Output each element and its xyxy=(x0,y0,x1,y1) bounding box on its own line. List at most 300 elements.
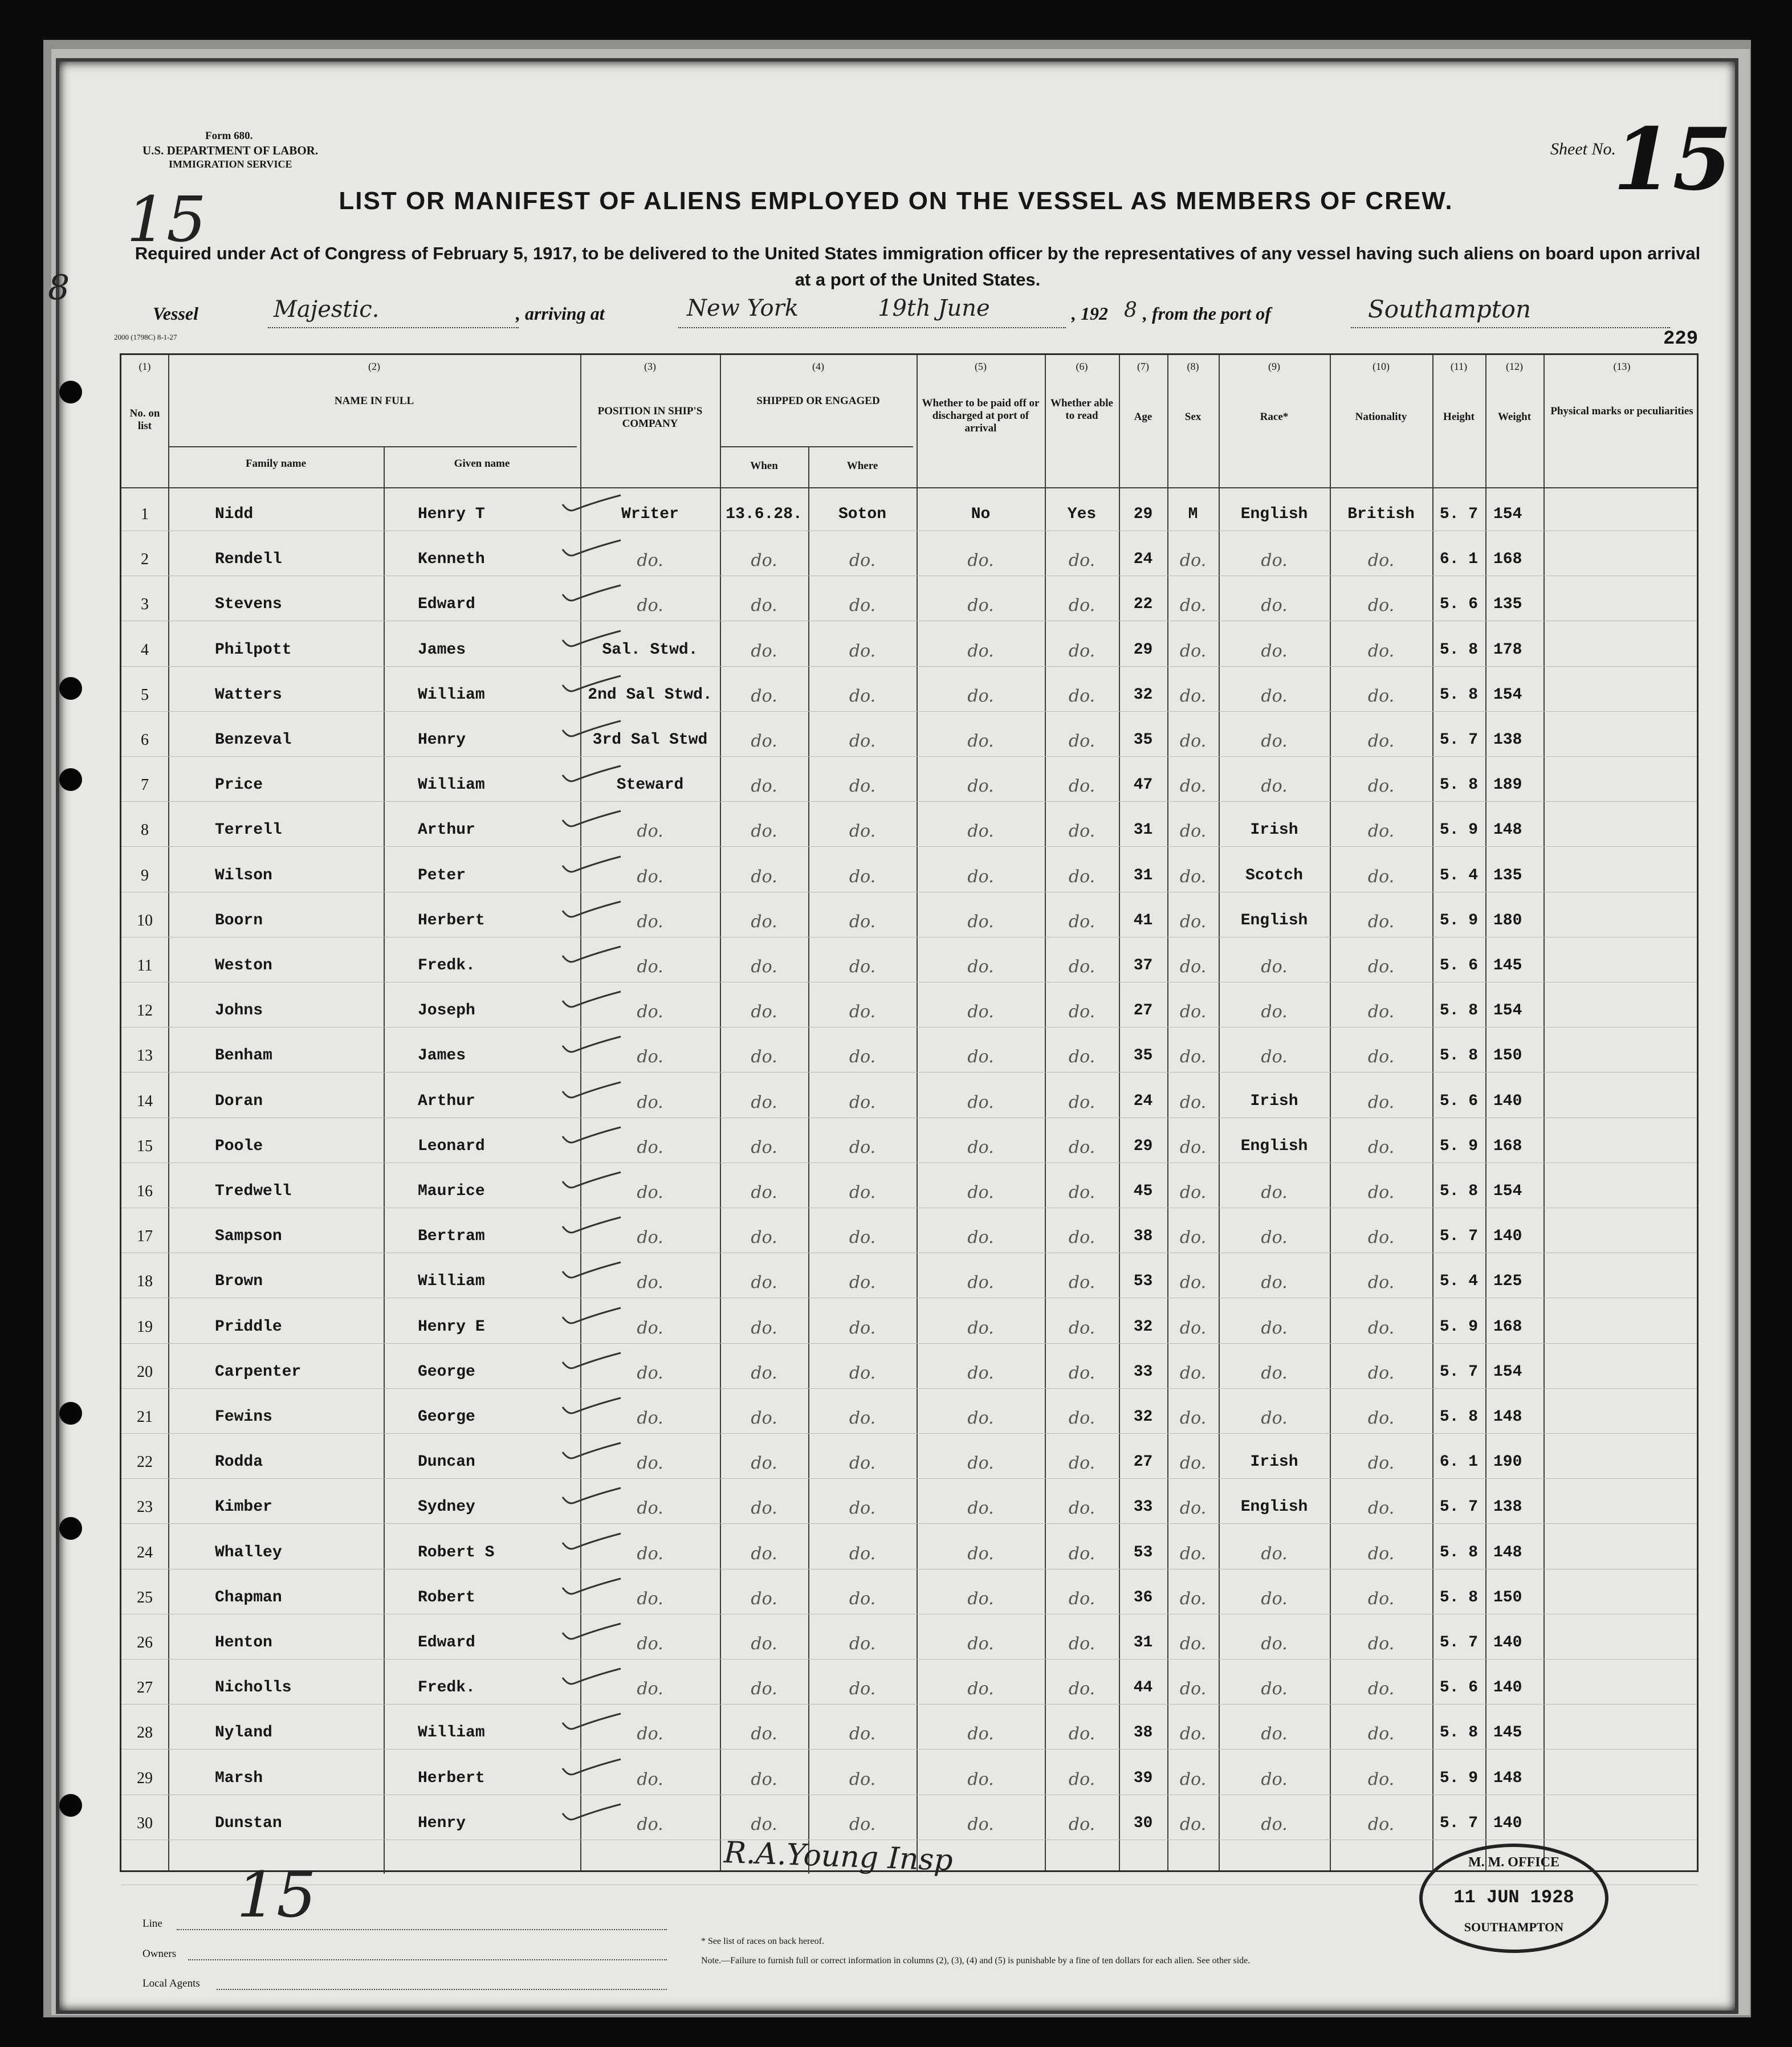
cell-height: 5. 8 xyxy=(1439,1047,1479,1065)
arrival-date: 19th June xyxy=(878,295,990,321)
cell-position: do. xyxy=(637,596,663,615)
cell-position: do. xyxy=(637,1408,663,1428)
cell-family: Stevens xyxy=(215,596,282,613)
cell-where: do. xyxy=(849,1273,876,1292)
cell-family: Johns xyxy=(215,1002,263,1020)
cell-where: do. xyxy=(849,1363,876,1383)
cell-no: 30 xyxy=(137,1814,153,1832)
cell-given: George xyxy=(418,1408,475,1426)
header-name-in-full: NAME IN FULL xyxy=(334,395,414,407)
cell-nationality: do. xyxy=(1367,1363,1395,1383)
cell-race: do. xyxy=(1261,1047,1288,1067)
cell-sex: do. xyxy=(1179,1273,1207,1292)
cell-height: 5. 9 xyxy=(1439,1769,1479,1787)
cell-given: Bertram xyxy=(418,1228,485,1245)
cell-weight: 125 xyxy=(1493,1273,1522,1290)
cell-where: do. xyxy=(849,551,876,570)
cell-family: Wilson xyxy=(215,867,272,884)
cell-race: Irish xyxy=(1250,1453,1298,1471)
cell-family: Terrell xyxy=(215,821,282,839)
cell-race: do. xyxy=(1261,551,1288,570)
cell-height: 5. 4 xyxy=(1439,867,1479,884)
cell-position: do. xyxy=(637,1363,663,1383)
cell-when: do. xyxy=(751,1273,777,1292)
cell-age: 22 xyxy=(1133,596,1153,613)
cell-nationality: do. xyxy=(1367,1228,1395,1247)
cell-race: do. xyxy=(1261,596,1288,615)
cell-sex: do. xyxy=(1179,1137,1207,1157)
cell-where: do. xyxy=(849,686,876,706)
check-mark-icon xyxy=(560,1531,623,1552)
cell-weight: 140 xyxy=(1493,1814,1522,1832)
cell-height: 5. 7 xyxy=(1439,1634,1479,1652)
cell-race: do. xyxy=(1261,1002,1288,1022)
cell-family: Nidd xyxy=(215,505,254,523)
cell-given: Joseph xyxy=(418,1002,475,1020)
cell-when: do. xyxy=(751,1047,777,1067)
cell-position: do. xyxy=(637,957,663,977)
header-able-to-read: Whether able to read xyxy=(1050,397,1113,422)
cell-weight: 140 xyxy=(1493,1679,1522,1697)
cell-position: do. xyxy=(637,1589,663,1609)
cell-no: 1 xyxy=(141,505,149,523)
cell-position: do. xyxy=(637,1137,663,1157)
cell-where: do. xyxy=(849,1814,876,1834)
cell-when: do. xyxy=(751,1814,777,1834)
cell-position: do. xyxy=(637,1047,663,1067)
cell-family: Sampson xyxy=(215,1228,282,1245)
cell-read: do. xyxy=(1068,912,1095,932)
cell-when: do. xyxy=(751,641,777,661)
cell-when: do. xyxy=(751,1724,777,1744)
print-code: 2000 (1798C) 8-1-27 xyxy=(114,333,177,341)
cell-given: Edward xyxy=(418,596,475,613)
cell-no: 6 xyxy=(141,731,149,749)
cell-nationality: do. xyxy=(1367,1092,1395,1112)
cell-when: do. xyxy=(751,1453,777,1473)
cell-age: 32 xyxy=(1133,1408,1153,1426)
cell-nationality: British xyxy=(1347,505,1415,523)
cell-no: 22 xyxy=(137,1453,153,1471)
cell-given: Peter xyxy=(418,867,466,884)
cell-sex: do. xyxy=(1179,551,1207,570)
cell-given: Sydney xyxy=(418,1498,475,1516)
cell-height: 5. 8 xyxy=(1439,1544,1479,1561)
sheet-number: 15 xyxy=(1613,109,1732,210)
table-row xyxy=(121,1634,1700,1662)
cell-nationality: do. xyxy=(1367,1453,1395,1473)
cell-sex: do. xyxy=(1179,1408,1207,1428)
cell-weight: 135 xyxy=(1493,596,1522,613)
cell-height: 5. 6 xyxy=(1439,596,1479,613)
cell-nationality: do. xyxy=(1367,912,1395,932)
name-header-divider xyxy=(168,446,577,447)
check-mark-icon xyxy=(560,1396,623,1416)
cell-nationality: do. xyxy=(1367,1318,1395,1338)
cell-read: Yes xyxy=(1067,505,1097,523)
punch-hole xyxy=(59,1794,82,1817)
departure-port: Southampton xyxy=(1368,295,1532,323)
cell-family: Weston xyxy=(215,957,272,974)
cell-race: do. xyxy=(1261,1679,1288,1699)
table-row xyxy=(121,1002,1700,1030)
cell-sex: do. xyxy=(1179,731,1207,751)
from-port-label: , from the port of xyxy=(1143,303,1271,324)
cell-paid: do. xyxy=(967,1137,994,1157)
cell-race: do. xyxy=(1261,686,1288,706)
cell-read: do. xyxy=(1068,1363,1095,1383)
cell-no: 12 xyxy=(137,1002,153,1020)
cell-family: Nicholls xyxy=(215,1679,292,1697)
cell-paid: do. xyxy=(967,596,994,615)
punch-hole xyxy=(59,1517,82,1540)
cell-when: do. xyxy=(751,821,777,841)
table-row xyxy=(121,1544,1700,1572)
punch-hole xyxy=(59,381,82,403)
cell-sex: do. xyxy=(1179,1679,1207,1699)
cell-no: 19 xyxy=(137,1318,153,1336)
cell-race: do. xyxy=(1261,1769,1288,1789)
cell-given: James xyxy=(418,641,466,659)
cell-nationality: do. xyxy=(1367,1679,1395,1699)
cell-no: 13 xyxy=(137,1047,153,1065)
cell-given: Herbert xyxy=(418,1769,485,1787)
check-mark-icon xyxy=(560,629,623,649)
cell-given: William xyxy=(418,776,485,794)
cell-height: 5. 4 xyxy=(1439,1273,1479,1290)
cell-when: do. xyxy=(751,1318,777,1338)
cell-race: do. xyxy=(1261,1363,1288,1383)
cell-position: do. xyxy=(637,1273,663,1292)
arrival-underline xyxy=(678,327,1066,328)
sheet-label: Sheet No. xyxy=(1550,140,1616,158)
page-number: 229 xyxy=(1663,328,1699,350)
total-handwritten: 15 xyxy=(237,1858,316,1931)
stamp-bottom-text: SOUTHAMPTON xyxy=(1464,1920,1564,1934)
cell-family: Marsh xyxy=(215,1769,263,1787)
manifest-subtitle: Required under Act of Congress of February 5, 1917, to be delivered to the United States immigration officer by the representatives of any vessel having such aliens on board upon arrival at a port of the United States. xyxy=(135,243,1701,289)
cell-where: do. xyxy=(849,1002,876,1022)
cell-no: 24 xyxy=(137,1544,153,1561)
cell-weight: 190 xyxy=(1493,1453,1522,1471)
cell-family: Rodda xyxy=(215,1453,263,1471)
cell-age: 33 xyxy=(1133,1363,1153,1381)
cell-read: do. xyxy=(1068,1769,1095,1789)
cell-paid: do. xyxy=(967,912,994,932)
cell-weight: 140 xyxy=(1493,1228,1522,1245)
cell-sex: do. xyxy=(1179,1814,1207,1834)
cell-position: do. xyxy=(637,1634,663,1654)
cell-height: 5. 8 xyxy=(1439,1589,1479,1606)
cell-height: 5. 8 xyxy=(1439,686,1479,704)
margin-handwritten-mark: 8 xyxy=(48,268,70,308)
cell-height: 5. 6 xyxy=(1439,1679,1479,1697)
cell-race: do. xyxy=(1261,1544,1288,1564)
cell-where: do. xyxy=(849,821,876,841)
cell-height: 6. 1 xyxy=(1439,551,1479,568)
cell-when: do. xyxy=(751,596,777,615)
cell-where: do. xyxy=(849,1724,876,1744)
cell-paid: do. xyxy=(967,821,994,841)
cell-when: do. xyxy=(751,1182,777,1202)
arriving-label: , arriving at xyxy=(516,303,605,324)
cell-where: do. xyxy=(849,1137,876,1157)
cell-no: 4 xyxy=(141,641,149,659)
cell-given: Herbert xyxy=(418,912,485,929)
cell-position: do. xyxy=(637,1318,663,1338)
header-shipped-or-engaged: SHIPPED OR ENGAGED xyxy=(756,395,880,407)
cell-read: do. xyxy=(1068,1047,1095,1067)
cell-given: Arthur xyxy=(418,1092,475,1110)
cell-no: 26 xyxy=(137,1634,153,1652)
table-row xyxy=(121,505,1700,534)
cell-weight: 135 xyxy=(1493,867,1522,884)
cell-given: George xyxy=(418,1363,475,1381)
cell-position: do. xyxy=(637,912,663,932)
cell-read: do. xyxy=(1068,957,1095,977)
cell-position: do. xyxy=(637,1724,663,1744)
cell-when: do. xyxy=(751,1137,777,1157)
cell-read: do. xyxy=(1068,1092,1095,1112)
cell-paid: do. xyxy=(967,867,994,887)
cell-paid: do. xyxy=(967,1814,994,1834)
cell-when: do. xyxy=(751,912,777,932)
cell-nationality: do. xyxy=(1367,641,1395,661)
cell-sex: do. xyxy=(1179,1634,1207,1654)
cell-read: do. xyxy=(1068,1453,1095,1473)
cell-height: 5. 8 xyxy=(1439,1002,1479,1020)
cell-nationality: do. xyxy=(1367,1724,1395,1744)
inspector-signature: R.A.Young Insp xyxy=(723,1836,954,1878)
check-mark-icon xyxy=(560,1215,623,1235)
cell-position: do. xyxy=(637,1182,663,1202)
race-note: * See list of races on back hereof. xyxy=(701,1936,824,1946)
column-number: (12) xyxy=(1506,361,1523,372)
table-row xyxy=(121,1814,1700,1843)
cell-weight: 138 xyxy=(1493,1498,1522,1516)
cell-read: do. xyxy=(1068,1498,1095,1518)
header-no-on-list: No. on list xyxy=(129,407,160,432)
cell-nationality: do. xyxy=(1367,1408,1395,1428)
cell-sex: do. xyxy=(1179,1769,1207,1789)
column-number: (7) xyxy=(1137,361,1149,372)
cell-paid: do. xyxy=(967,1273,994,1292)
cell-where: do. xyxy=(849,596,876,615)
cell-weight: 178 xyxy=(1493,641,1522,659)
check-mark-icon xyxy=(560,854,623,875)
cell-position: do. xyxy=(637,1228,663,1247)
cell-age: 41 xyxy=(1133,912,1153,929)
cell-paid: do. xyxy=(967,551,994,570)
cell-sex: do. xyxy=(1179,1318,1207,1338)
cell-given: Robert S xyxy=(418,1544,495,1561)
port-underline xyxy=(1351,327,1670,328)
table-row xyxy=(121,1724,1700,1752)
cell-paid: do. xyxy=(967,641,994,661)
cell-race: English xyxy=(1240,505,1308,523)
service-label: IMMIGRATION SERVICE xyxy=(169,158,292,170)
cell-where: do. xyxy=(849,1182,876,1202)
check-mark-icon xyxy=(560,1621,623,1642)
cell-weight: 140 xyxy=(1493,1634,1522,1652)
cell-no: 20 xyxy=(137,1363,153,1381)
check-mark-icon xyxy=(560,583,623,604)
cell-age: 31 xyxy=(1133,867,1153,884)
cell-when: do. xyxy=(751,1228,777,1247)
table-row xyxy=(121,1769,1700,1798)
cell-given: James xyxy=(418,1047,466,1065)
cell-height: 5. 8 xyxy=(1439,776,1479,794)
cell-race: Irish xyxy=(1250,1092,1298,1110)
cell-paid: do. xyxy=(967,1634,994,1654)
cell-sex: do. xyxy=(1179,686,1207,706)
office-stamp xyxy=(1419,1844,1608,1953)
cell-age: 32 xyxy=(1133,1318,1153,1336)
cell-paid: do. xyxy=(967,1182,994,1202)
cell-no: 16 xyxy=(137,1182,153,1200)
cell-age: 38 xyxy=(1133,1228,1153,1245)
cell-height: 5. 7 xyxy=(1439,1498,1479,1516)
check-mark-icon xyxy=(560,1306,623,1326)
check-mark-icon xyxy=(560,674,623,694)
cell-position: do. xyxy=(637,1814,663,1834)
cell-height: 5. 9 xyxy=(1439,1137,1479,1155)
cell-age: 47 xyxy=(1133,776,1153,794)
cell-nationality: do. xyxy=(1367,867,1395,887)
punch-hole xyxy=(59,1402,82,1425)
cell-sex: do. xyxy=(1179,596,1207,615)
header-paid-off: Whether to be paid off or discharged at port of arrival xyxy=(922,397,1040,434)
cell-family: Henton xyxy=(215,1634,272,1652)
table-row xyxy=(121,641,1700,670)
cell-paid: do. xyxy=(967,776,994,796)
cell-weight: 145 xyxy=(1493,957,1522,974)
check-mark-icon xyxy=(560,1125,623,1145)
cell-weight: 148 xyxy=(1493,1544,1522,1561)
column-number: (6) xyxy=(1076,361,1088,372)
punch-hole xyxy=(59,677,82,700)
cell-race: do. xyxy=(1261,1814,1288,1834)
cell-weight: 154 xyxy=(1493,505,1522,523)
cell-when: do. xyxy=(751,1092,777,1112)
cell-where: do. xyxy=(849,912,876,932)
cell-no: 14 xyxy=(137,1092,153,1110)
cell-where: Soton xyxy=(838,505,886,523)
cell-read: do. xyxy=(1068,731,1095,751)
check-mark-icon xyxy=(560,1802,623,1822)
cell-weight: 148 xyxy=(1493,821,1522,839)
cell-no: 2 xyxy=(141,551,149,568)
cell-age: 36 xyxy=(1133,1589,1153,1606)
cell-where: do. xyxy=(849,1544,876,1564)
header-physical-marks: Physical marks or peculiarities xyxy=(1550,405,1693,417)
cell-height: 5. 9 xyxy=(1439,912,1479,929)
cell-race: do. xyxy=(1261,1228,1288,1247)
cell-family: Brown xyxy=(215,1273,263,1290)
table-row xyxy=(121,1047,1700,1075)
column-number: (9) xyxy=(1268,361,1280,372)
cell-age: 32 xyxy=(1133,686,1153,704)
cell-read: do. xyxy=(1068,1679,1095,1699)
cell-read: do. xyxy=(1068,867,1095,887)
cell-given: Arthur xyxy=(418,821,475,839)
cell-when: do. xyxy=(751,1498,777,1518)
agents-underline xyxy=(217,1989,667,1990)
cell-height: 5. 6 xyxy=(1439,1092,1479,1110)
margin-handwritten-number: 15 xyxy=(127,183,206,256)
column-number: (13) xyxy=(1613,361,1631,372)
cell-weight: 168 xyxy=(1493,1318,1522,1336)
cell-height: 5. 7 xyxy=(1439,1814,1479,1832)
cell-sex: M xyxy=(1188,505,1198,523)
check-mark-icon xyxy=(560,1080,623,1100)
year-label: , 192 xyxy=(1072,303,1108,324)
cell-no: 23 xyxy=(137,1498,153,1516)
cell-sex: do. xyxy=(1179,776,1207,796)
cell-read: do. xyxy=(1068,686,1095,706)
cell-paid: do. xyxy=(967,1408,994,1428)
cell-when: do. xyxy=(751,1002,777,1022)
cell-given: Robert xyxy=(418,1589,475,1606)
check-mark-icon xyxy=(560,1441,623,1461)
cell-weight: 168 xyxy=(1493,551,1522,568)
header-sex: Sex xyxy=(1184,411,1202,423)
cell-position: do. xyxy=(637,821,663,841)
form-number: Form 680. xyxy=(205,130,253,142)
cell-age: 35 xyxy=(1133,731,1153,749)
header-bottom-rule xyxy=(121,487,1697,488)
cell-no: 11 xyxy=(137,957,153,974)
column-number: (10) xyxy=(1372,361,1390,372)
cell-no: 5 xyxy=(141,686,149,704)
cell-height: 5. 7 xyxy=(1439,1228,1479,1245)
cell-when: do. xyxy=(751,1634,777,1654)
cell-nationality: do. xyxy=(1367,1498,1395,1518)
cell-sex: do. xyxy=(1179,1182,1207,1202)
cell-paid: do. xyxy=(967,686,994,706)
cell-where: do. xyxy=(849,731,876,751)
cell-race: do. xyxy=(1261,1318,1288,1338)
cell-when: do. xyxy=(751,957,777,977)
cell-age: 31 xyxy=(1133,821,1153,839)
cell-when: do. xyxy=(751,1679,777,1699)
check-mark-icon xyxy=(560,493,623,513)
cell-family: Fewins xyxy=(215,1408,272,1426)
crew-manifest-table xyxy=(120,353,1699,1872)
cell-height: 5. 9 xyxy=(1439,1318,1479,1336)
vessel-label: Vessel xyxy=(153,303,198,324)
cell-when: do. xyxy=(751,776,777,796)
table-row xyxy=(121,1363,1700,1392)
cell-where: do. xyxy=(849,641,876,661)
year-digit: 8 xyxy=(1124,299,1137,322)
table-row xyxy=(121,1408,1700,1437)
cell-no: 15 xyxy=(137,1137,153,1155)
header-age: Age xyxy=(1134,411,1152,423)
check-mark-icon xyxy=(560,1757,623,1777)
cell-sex: do. xyxy=(1179,821,1207,841)
cell-where: do. xyxy=(849,1634,876,1654)
cell-age: 29 xyxy=(1133,641,1153,659)
cell-race: do. xyxy=(1261,957,1288,977)
cell-no: 29 xyxy=(137,1769,153,1787)
cell-family: Benzeval xyxy=(215,731,292,749)
cell-weight: 148 xyxy=(1493,1408,1522,1426)
cell-weight: 140 xyxy=(1493,1092,1522,1110)
check-mark-icon xyxy=(560,719,623,739)
cell-position: do. xyxy=(637,551,663,570)
cell-paid: No xyxy=(971,505,991,523)
